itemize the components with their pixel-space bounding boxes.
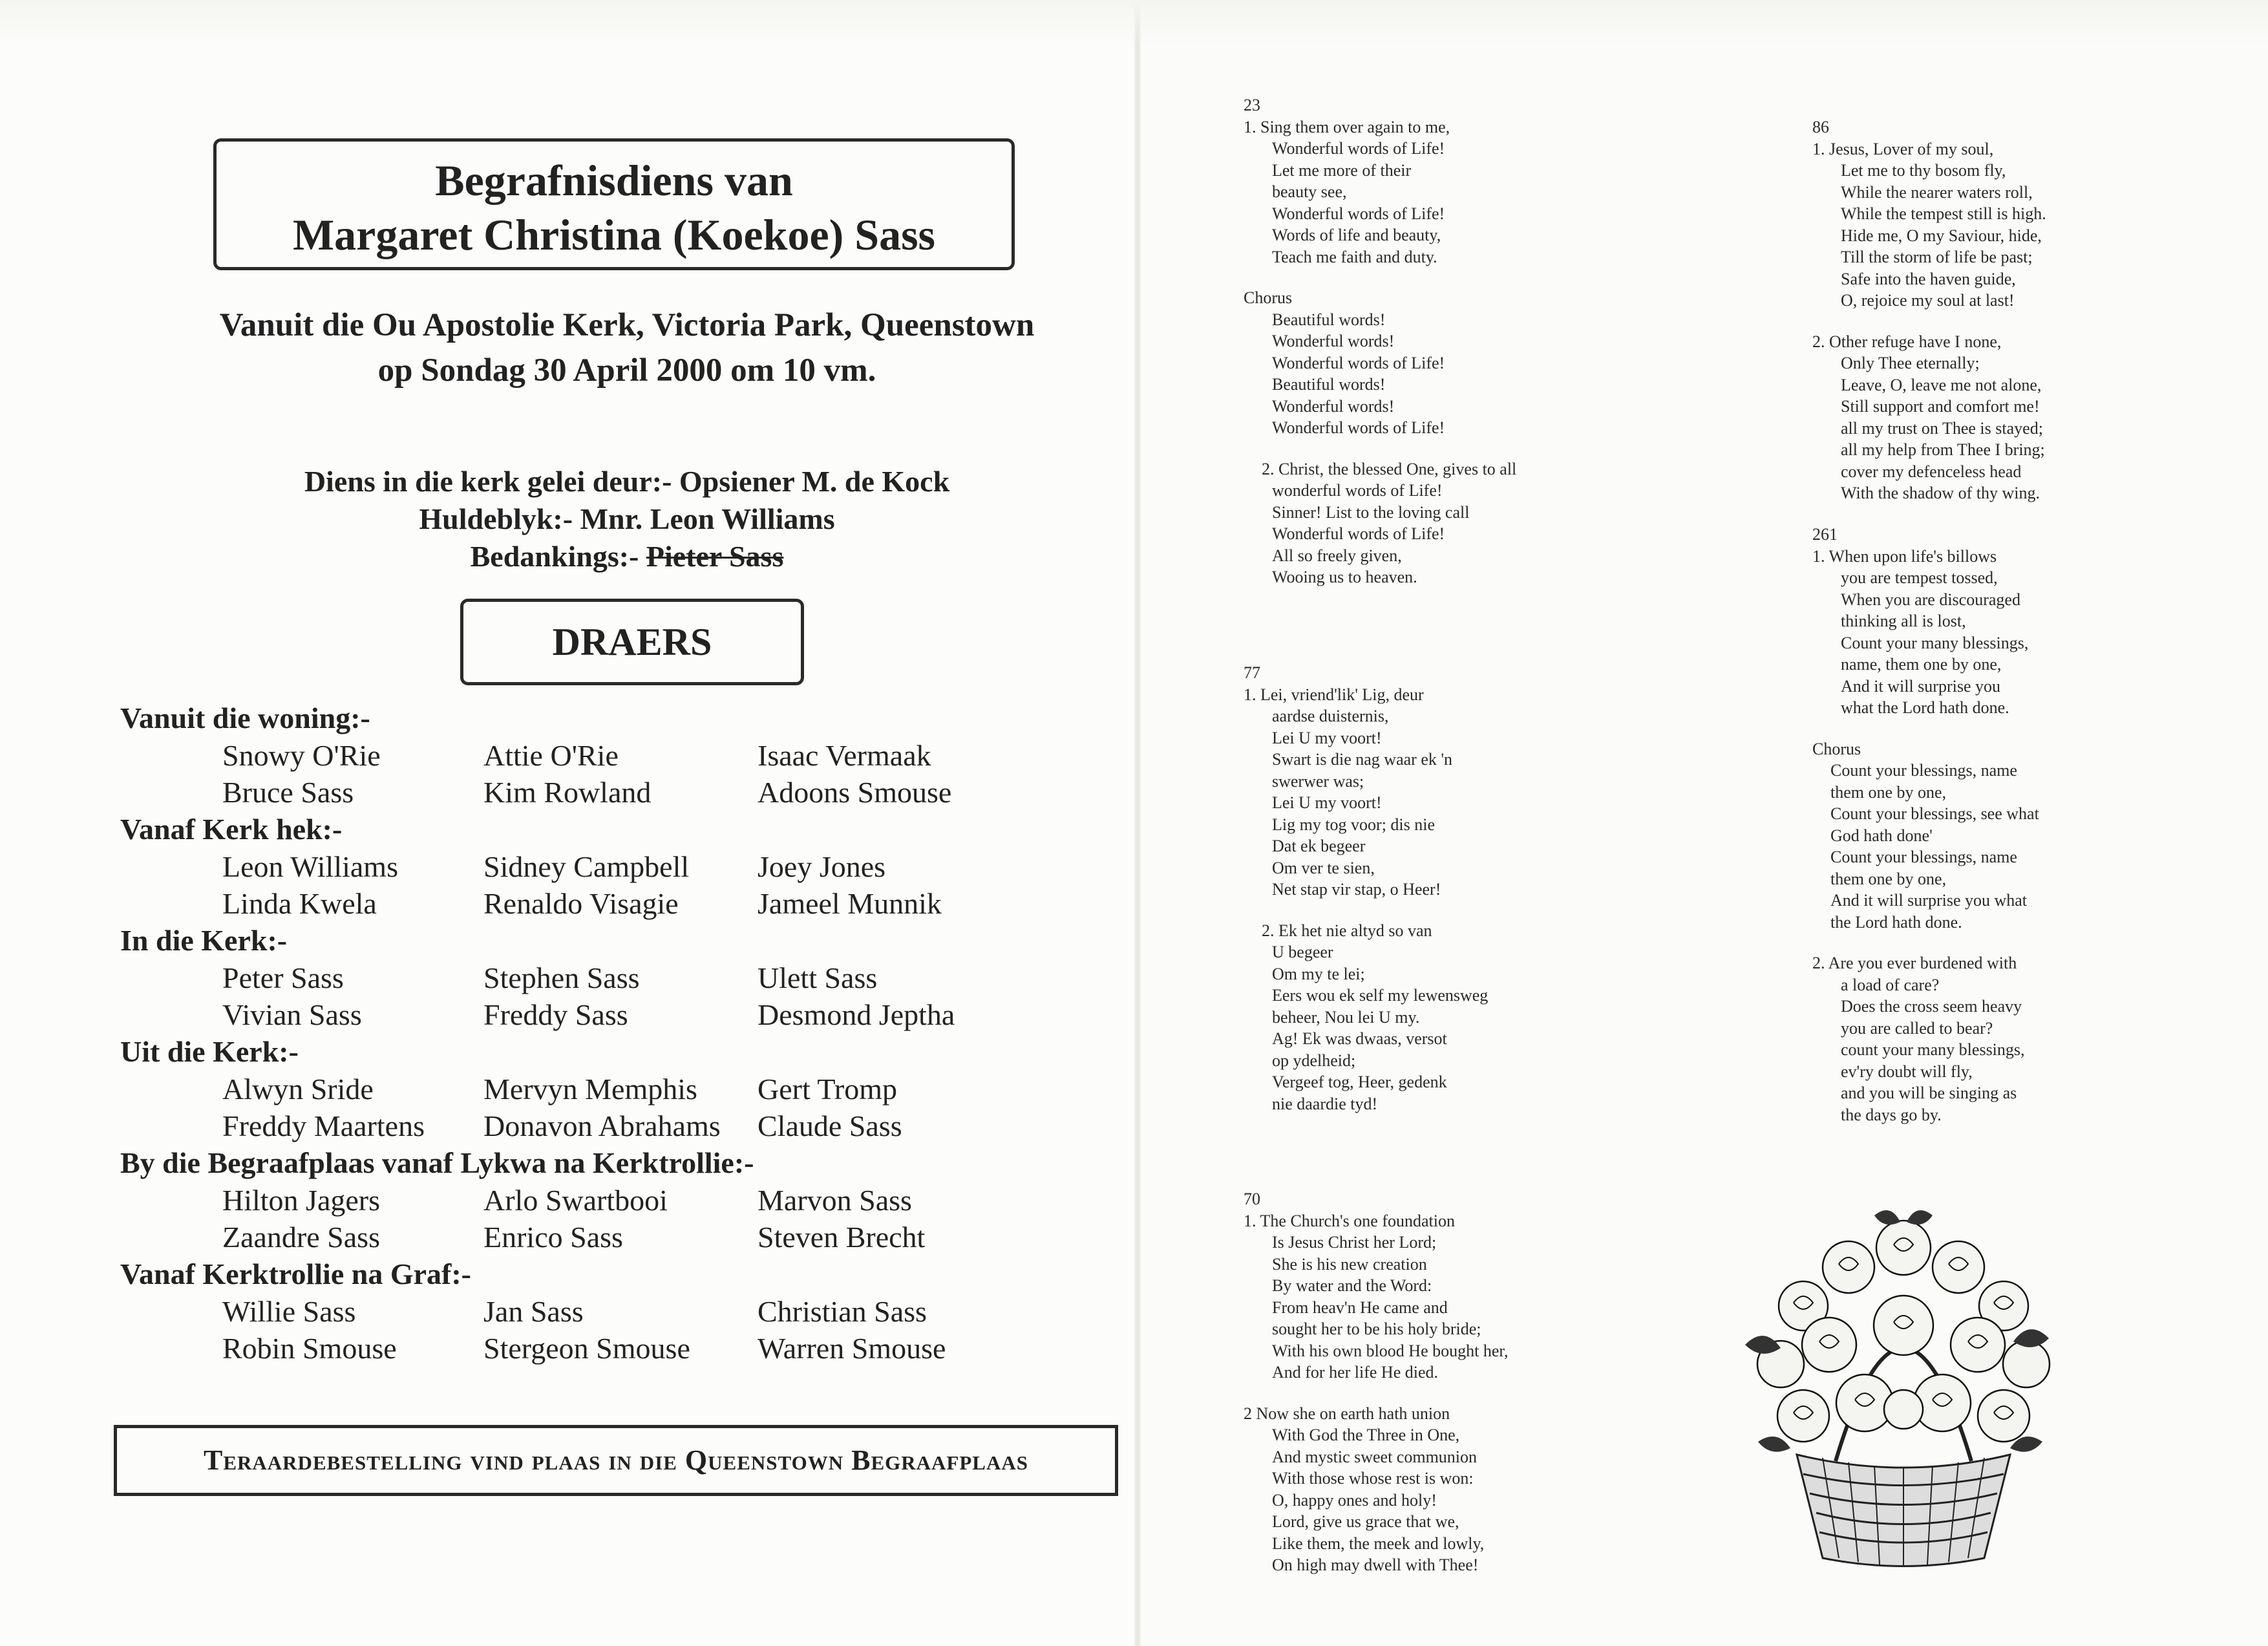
hymn-line: Lei U my voort!	[1272, 793, 1382, 812]
bearer-row	[120, 1071, 1116, 1107]
scan-edge	[0, 0, 2268, 45]
hymn-line: sought her to be his holy bride;	[1272, 1320, 1481, 1338]
hymn-line: With God the Three in One,	[1272, 1426, 1460, 1444]
hymn-line: Sinner! List to the loving call	[1272, 502, 1470, 522]
bearer-name: Alwyn Sride	[222, 1073, 374, 1106]
hymn-line: When you are discouraged	[1841, 590, 2020, 609]
bearer-name: Marvon Sass	[758, 1184, 912, 1217]
bearer-group	[120, 700, 1116, 811]
hymn-line: Beautiful words!	[1272, 375, 1386, 394]
hymn-line: what the Lord hath done.	[1841, 698, 2009, 717]
bearer-group	[120, 1256, 1116, 1367]
hymn-line: Om my te lei;	[1272, 964, 1365, 983]
hymn-line: With those whose rest is won:	[1272, 1469, 1474, 1488]
venue-line-2: op Sondag 30 April 2000 om 10 vm.	[377, 352, 876, 389]
hymn-line: By water and the Word:	[1272, 1276, 1432, 1295]
bearer-name: Enrico Sass	[483, 1221, 623, 1254]
hymn-line: a load of care?	[1841, 975, 1940, 994]
service-leader: Diens in die kerk gelei deur:- Opsiener M. de Kock	[304, 465, 950, 498]
hymn-line: 1. The Church's one foundation	[1244, 1211, 1455, 1230]
bearer-name: Hilton Jagers	[222, 1184, 381, 1217]
hymn-line: aardse duisternis,	[1272, 707, 1389, 725]
hymn-number: 70	[1244, 1190, 1260, 1208]
tribute-name: Mnr. Leon Williams	[580, 502, 835, 535]
hymn-verse	[1812, 138, 2046, 312]
bearer-name: Stergeon Smouse	[483, 1332, 690, 1365]
hymn-line: Till the storm of life be past;	[1841, 248, 2033, 266]
group-heading: Vanaf Kerk hek:-	[120, 813, 343, 846]
hymn-line: God hath done'	[1830, 826, 1933, 845]
bearer-name: Joey Jones	[758, 850, 886, 883]
hymn-line: Net stap vir stap, o Heer!	[1272, 880, 1441, 899]
bearer-row	[120, 737, 1116, 774]
bearers-list	[120, 700, 1116, 1367]
page-fold	[1134, 0, 1141, 1646]
hymn-86	[1812, 116, 2046, 504]
hymn-verse	[1244, 920, 1488, 1115]
hymn-line: Safe into the haven guide,	[1841, 269, 2016, 288]
hymn-line: And for her life He died.	[1272, 1363, 1439, 1382]
bearer-group	[120, 922, 1116, 1033]
bearer-name: Linda Kwela	[222, 887, 377, 920]
hymn-line: cover my defenceless head	[1841, 462, 2022, 481]
hymn-chorus	[1812, 760, 2039, 933]
hymn-line: Only Thee eternally;	[1841, 354, 1980, 372]
bearer-group	[120, 811, 1116, 922]
hymn-verse	[1812, 331, 2046, 504]
hymn-line: the Lord hath done.	[1830, 912, 1962, 932]
bearer-name: Sidney Campbell	[483, 850, 690, 883]
service-block	[194, 463, 1060, 575]
hymn-line: Lord, give us grace that we,	[1272, 1512, 1459, 1531]
hymn-line: beheer, Nou lei U my.	[1272, 1007, 1420, 1027]
bearer-row	[120, 1219, 1116, 1256]
bearer-name: Snowy O'Rie	[222, 739, 381, 772]
bearer-name: Christian Sass	[758, 1295, 927, 1328]
hymn-line: Beautiful words!	[1272, 310, 1386, 329]
hymn-line: 2. Are you ever burdened with	[1812, 954, 2017, 972]
hymn-line: While the nearer waters roll,	[1841, 182, 2033, 202]
hymn-line: 1. Lei, vriend'lik' Lig, deur	[1244, 685, 1424, 704]
hymn-261	[1812, 524, 2039, 1126]
bearer-row	[120, 774, 1116, 811]
hymn-line: count your many blessings,	[1841, 1040, 2025, 1059]
hymn-line: all my help from Thee I bring;	[1841, 440, 2045, 459]
bearer-name: Ulett Sass	[758, 961, 878, 994]
hymn-line: Leave, O, leave me not alone,	[1841, 375, 2042, 394]
hymn-line: And mystic sweet communion	[1272, 1447, 1478, 1466]
bearer-name: Vivian Sass	[222, 998, 362, 1031]
hymn-line: Still support and comfort me!	[1841, 397, 2040, 416]
bearer-name: Bruce Sass	[222, 776, 354, 809]
hymn-line: 1. When upon life's billows	[1812, 546, 1997, 566]
bearer-name: Zaandre Sass	[222, 1221, 380, 1254]
hymn-line: Does the cross seem heavy	[1841, 997, 2022, 1016]
bearer-name: Freddy Maartens	[222, 1109, 425, 1142]
hymn-verse	[1244, 1210, 1509, 1384]
hymn-verse	[1244, 116, 1516, 268]
bearer-name: Robin Smouse	[222, 1332, 397, 1365]
bearer-name: Isaac Vermaak	[758, 739, 931, 772]
hymn-line: name, them one by one,	[1841, 655, 2002, 674]
bearer-name: Willie Sass	[222, 1295, 356, 1328]
hymn-line: Lei U my voort!	[1272, 728, 1382, 747]
thanks-name: Pieter Sass	[646, 540, 784, 573]
hymn-line: While the tempest still is high.	[1841, 204, 2046, 223]
hymn-verse	[1244, 1403, 1509, 1576]
hymn-line: O, happy ones and holy!	[1272, 1490, 1437, 1510]
bearer-name: Jan Sass	[483, 1295, 584, 1328]
hymn-line: Hide me, O my Saviour, hide,	[1841, 226, 2042, 245]
bearer-name: Kim Rowland	[483, 776, 652, 809]
hymn-line: U begeer	[1272, 943, 1333, 961]
hymn-line: Count your blessings, name	[1830, 761, 2017, 780]
hymn-line: op ydelheid;	[1272, 1051, 1356, 1070]
hymn-line: Wonderful words of Life!	[1272, 204, 1445, 223]
bearer-row	[120, 959, 1116, 996]
hymn-line: With his own blood He bought her,	[1272, 1341, 1509, 1360]
bearer-row	[120, 885, 1116, 922]
venue-block	[136, 303, 1118, 393]
tribute-label: Huldeblyk:-	[419, 502, 573, 535]
bearer-row	[120, 1293, 1116, 1330]
hymn-line: them one by one,	[1830, 869, 1947, 888]
hymn-line: 2 Now she on earth hath union	[1244, 1404, 1450, 1423]
hymn-line: 1. Sing them over again to me,	[1244, 117, 1450, 136]
hymn-line: Count your blessings, name	[1830, 848, 2017, 866]
bearer-name: Arlo Swartbooi	[483, 1184, 668, 1217]
bearer-name: Leon Williams	[222, 850, 398, 883]
bearer-name: Jameel Munnik	[758, 887, 942, 920]
hymn-line: Teach me faith and duty.	[1272, 247, 1437, 266]
bearer-row	[120, 1330, 1116, 1367]
hymn-line: 2. Other refuge have I none,	[1812, 332, 2002, 351]
hymn-verse	[1812, 546, 2039, 719]
hymn-line: On high may dwell with Thee!	[1272, 1555, 1479, 1574]
hymn-line: 2. Christ, the blessed One, gives to all	[1262, 459, 1517, 478]
bearer-row	[120, 1182, 1116, 1219]
bearer-row	[120, 848, 1116, 885]
hymn-line: Wonderful words of Life!	[1272, 353, 1445, 372]
hymn-line: 2. Ek het nie altyd so van	[1262, 921, 1432, 940]
hymn-line: Let me to thy bosom fly,	[1841, 161, 2006, 180]
hymn-line: thinking all is lost,	[1841, 612, 1966, 630]
bearer-name: Claude Sass	[758, 1109, 902, 1142]
bearer-name: Adoons Smouse	[758, 776, 952, 809]
bearer-name: Attie O'Rie	[483, 739, 619, 772]
hymn-line: Wonderful words!	[1272, 396, 1395, 416]
hymn-line: Is Jesus Christ her Lord;	[1272, 1233, 1437, 1252]
venue-line-1: Vanuit die Ou Apostolie Kerk, Victoria Park, Queenstown	[219, 307, 1035, 343]
hymn-line: Vergeef tog, Heer, gedenk	[1272, 1073, 1447, 1091]
hymn-77	[1244, 662, 1488, 1115]
hymn-chorus	[1244, 309, 1516, 439]
title-line-2: Margaret Christina (Koekoe) Sass	[292, 210, 936, 259]
hymn-line: Like them, the meek and lowly,	[1272, 1534, 1485, 1553]
hymn-line: Eers wou ek self my lewensweg	[1272, 986, 1489, 1005]
bearer-name: Warren Smouse	[758, 1332, 946, 1365]
hymn-line: Let me more of their	[1272, 160, 1412, 180]
chorus-label: Chorus	[1812, 739, 1861, 758]
hymn-line: From heav'n He came and	[1272, 1298, 1448, 1317]
bearer-name: Freddy Sass	[483, 998, 628, 1031]
hymn-line: Lig my tog voor; dis nie	[1272, 815, 1436, 834]
hymn-number: 77	[1244, 663, 1260, 682]
hymn-line: All so freely given,	[1272, 546, 1402, 565]
bearer-name: Stephen Sass	[483, 961, 640, 994]
hymn-line: With the shadow of thy wing.	[1841, 484, 2040, 502]
hymn-line: nie daardie tyd!	[1272, 1094, 1378, 1113]
hymn-line: Swart is die nag waar ek 'n	[1272, 750, 1453, 769]
hymn-line: And it will surprise you	[1841, 676, 2000, 696]
thanks-line	[194, 538, 1060, 575]
bearer-name: Mervyn Memphis	[483, 1073, 697, 1106]
bearer-row	[120, 996, 1116, 1033]
hymn-line: wonderful words of Life!	[1272, 481, 1443, 500]
hymn-verse	[1244, 458, 1516, 588]
group-heading: Vanaf Kerktrollie na Graf:-	[120, 1257, 471, 1290]
hymn-line: the days go by.	[1841, 1105, 1942, 1124]
hymn-line: She is his new creation	[1272, 1254, 1427, 1274]
hymn-line: Wonderful words of Life!	[1272, 418, 1445, 437]
hymn-70	[1244, 1188, 1509, 1576]
title-line-1: Begrafnisdiens van	[435, 156, 793, 205]
hymn-line: Count your blessings, see what	[1830, 804, 2039, 823]
burial-notice: Teraardebestelling vind plaas in die Queenstown Begraafplaas	[114, 1425, 1118, 1496]
bearer-group	[120, 1033, 1116, 1144]
hymn-number: 23	[1244, 96, 1260, 114]
hymn-line: and you will be singing as	[1841, 1084, 2017, 1102]
bearer-group	[120, 1144, 1116, 1256]
hymn-verse	[1244, 684, 1488, 901]
hymn-line: beauty see,	[1272, 182, 1347, 201]
hymn-line: Om ver te sien,	[1272, 858, 1375, 877]
hymn-verse	[1812, 952, 2039, 1126]
hymn-line: all my trust on Thee is stayed;	[1841, 418, 2043, 438]
hymn-line: Count your many blessings,	[1841, 633, 2029, 652]
bearer-name: Steven Brecht	[758, 1221, 926, 1254]
group-heading: Vanuit die woning:-	[120, 701, 370, 734]
group-heading: Uit die Kerk:-	[120, 1035, 299, 1068]
hymn-line: Wooing us to heaven.	[1272, 568, 1417, 586]
title-box	[213, 138, 1015, 270]
bearer-name: Desmond Jeptha	[758, 998, 955, 1031]
hymn-line: them one by one,	[1830, 782, 1947, 802]
hymn-line: Words of life and beauty,	[1272, 226, 1441, 244]
group-heading: By die Begraafplaas vanaf Lykwa na Kerktrollie:-	[120, 1146, 754, 1179]
bearer-name: Renaldo Visagie	[483, 887, 679, 920]
hymn-line: Wonderful words of Life!	[1272, 139, 1445, 158]
hymn-line: swerwer was;	[1272, 771, 1364, 791]
bearer-name: Peter Sass	[222, 961, 344, 994]
hymn-line: you are tempest tossed,	[1841, 568, 1998, 587]
bearer-name: Donavon Abrahams	[483, 1109, 721, 1142]
flower-basket-icon	[1719, 1196, 2088, 1571]
thanks-label: Bedankings:-	[470, 540, 639, 573]
bearer-row	[120, 1107, 1116, 1144]
hymn-line: 1. Jesus, Lover of my soul,	[1812, 139, 1994, 158]
hymn-line: ev'ry doubt will fly,	[1841, 1062, 1973, 1081]
tribute-line	[194, 500, 1060, 538]
chorus-label: Chorus	[1244, 288, 1293, 307]
group-heading: In die Kerk:-	[120, 924, 288, 957]
hymn-line: Dat ek begeer	[1272, 837, 1366, 855]
draers-heading: DRAERS	[460, 599, 804, 685]
hymn-line: And it will surprise you what	[1830, 891, 2028, 910]
hymn-number: 261	[1812, 525, 1838, 544]
hymn-line: Ag! Ek was dwaas, versot	[1272, 1029, 1447, 1048]
hymn-line: Wonderful words of Life!	[1272, 524, 1445, 543]
hymn-number: 86	[1812, 118, 1829, 136]
hymn-23	[1244, 94, 1516, 588]
bearer-name: Gert Tromp	[758, 1073, 897, 1106]
hymn-line: Wonderful words!	[1272, 332, 1395, 350]
hymn-line: you are called to bear?	[1841, 1018, 1993, 1038]
hymn-line: O, rejoice my soul at last!	[1841, 291, 2015, 310]
